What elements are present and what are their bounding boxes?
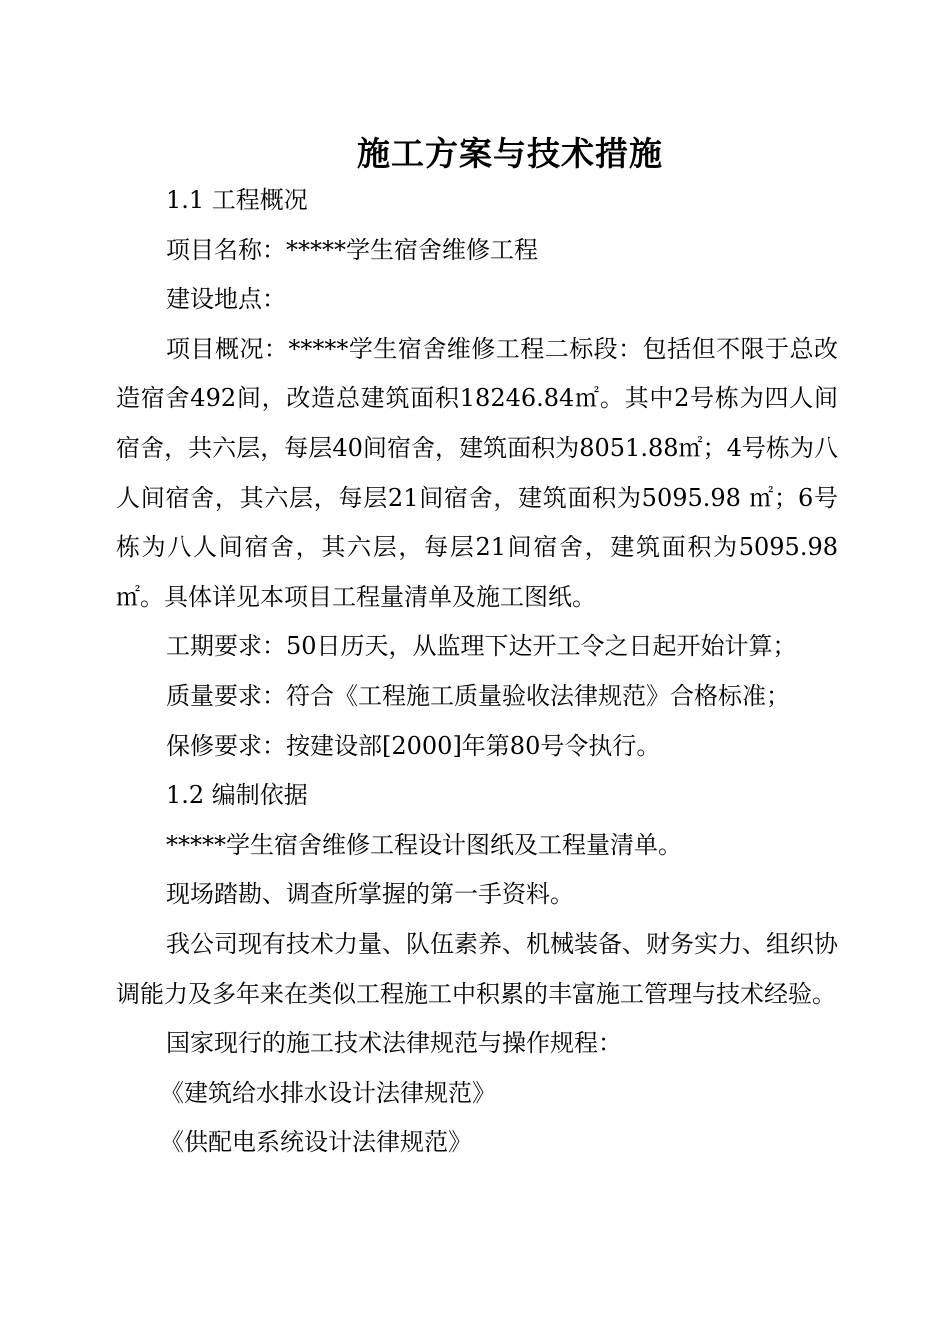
standard-power-distribution: 《供配电系统设计法律规范》 bbox=[160, 1128, 472, 1157]
warranty-requirement-line: 保修要求：按建设部[2000]年第80号令执行。 bbox=[166, 731, 661, 760]
project-overview-paragraph: 项目概况：*****学生宿舍维修工程二标段：包括但不限于总改造宿舍492间，改造总建筑面积18246.84㎡。其中2号栋为四人间宿舍，共六层，每层40间宿舍，建筑面积为8051.88㎡；4号栋为八人间宿舍，其六层，每层21间宿舍，建筑面积为5095.98 ㎡；6号栋为八人间宿舍，其六层，每层21间宿舍，建筑面积为5095.98㎡。具体详见本项目工程量清单及施工图纸。 bbox=[116, 334, 838, 611]
project-name-line: 项目名称：*****学生宿舍维修工程 bbox=[166, 235, 538, 264]
basis-drawings-line: *****学生宿舍维修工程设计图纸及工程量清单。 bbox=[166, 830, 682, 859]
quality-requirement-line: 质量要求：符合《工程施工质量验收法律规范》合格标准； bbox=[166, 681, 790, 710]
basis-site-survey-line: 现场踏勘、调查所掌握的第一手资料。 bbox=[166, 880, 574, 909]
basis-national-standards-line: 国家现行的施工技术法律规范与操作规程： bbox=[166, 1029, 622, 1058]
basis-company-capability-paragraph: 我公司现有技术力量、队伍素养、机械装备、财务实力、组织协调能力及多年来在类似工程施工中积累的丰富施工管理与技术经验。 bbox=[116, 929, 838, 1008]
construction-site-line: 建设地点： bbox=[166, 285, 286, 314]
standard-water-supply-drainage: 《建筑给水排水设计法律规范》 bbox=[160, 1078, 496, 1107]
section-heading-1-1: 1.1 工程概况 bbox=[166, 186, 308, 214]
document-body bbox=[116, 176, 838, 1168]
schedule-requirement-line: 工期要求：50日历天，从监理下达开工令之日起开始计算； bbox=[166, 632, 797, 661]
document-title: 施工方案与技术措施 bbox=[357, 134, 663, 173]
section-heading-1-2: 1.2 编制依据 bbox=[166, 781, 308, 810]
